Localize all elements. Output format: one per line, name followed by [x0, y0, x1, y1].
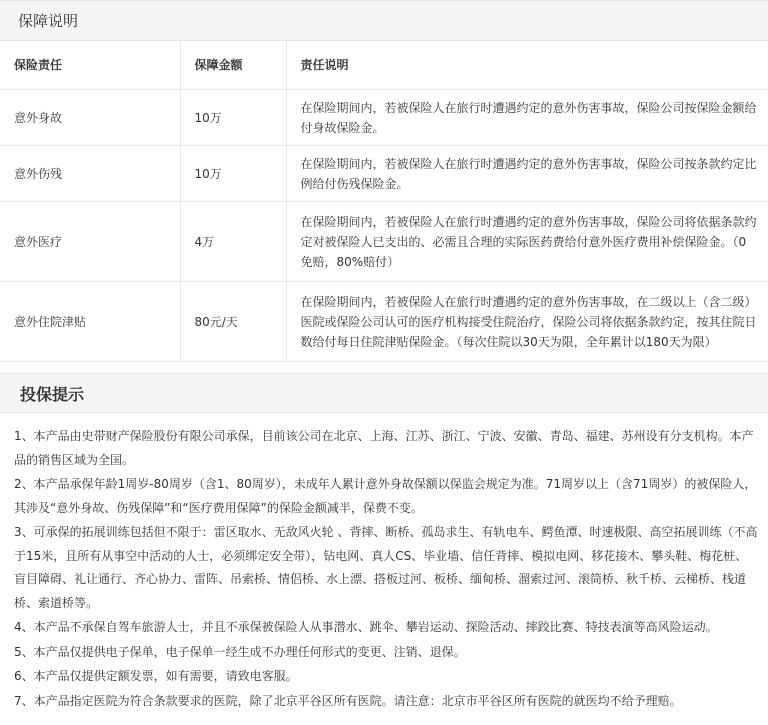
liability-name: 意外住院津贴: [0, 282, 180, 362]
tip-item: 6、本产品仅提供定额发票，如有需要，请致电客服。: [14, 669, 298, 683]
table-row: [0, 202, 768, 282]
liability-amount: 4万: [180, 202, 286, 282]
liability-description: 在保险期间内，若被保险人在旅行时遭遇约定的意外伤害事故，保险公司按条款约定比例给付伤残保险金。: [286, 146, 768, 202]
liability-name: 意外医疗: [0, 202, 180, 282]
header-amount: 保障金额: [180, 41, 286, 90]
liability-description: 在保险期间内，若被保险人在旅行时遭遇约定的意外伤害事故，在二级以上（含二级）医院或保险公司认可的医疗机构接受住院治疗，保险公司将依据条款约定，按其住院日数给付每日住院津贴保险金。（每次住院以30天为限，全年累计以180天为限）: [286, 282, 768, 362]
coverage-table: [0, 41, 768, 362]
tips-list: [0, 413, 768, 713]
tip-item: 7、本产品指定医院为符合条款要求的医院，除了北京平谷区所有医院。请注意：北京市平谷区所有医院的就医均不给予理赔。: [14, 693, 682, 708]
tip-item: 3、可承保的拓展训练包括但不限于：雷区取水、无敌风火轮 、背摔、断桥、孤岛求生、有轨电车、鳄鱼潭、时速极限、高空拓展训练（不高于15米，且所有从事空中活动的人士，必须绑定安全带），钻电网、真人CS、毕业墙、信任背摔、模拟电网、移花接木、攀头鞋、梅花桩、盲目障碍、礼让通行、齐心协力、雷阵、吊索桥、情侣桥、水上漂、搭板过河、板桥、缅甸桥、溜索过河、滚筒桥、秋千桥、云梯桥、栈道桥、索道桥等。: [14, 525, 758, 610]
liability-amount: 80元/天: [180, 282, 286, 362]
tip-item: 4、本产品不承保自驾车旅游人士，并且不承保被保险人从事潜水、跳伞、攀岩运动、探险活动、摔跤比赛、特技表演等高风险运动。: [14, 620, 718, 634]
table-row: [0, 90, 768, 146]
liability-amount: 10万: [180, 146, 286, 202]
tips-section-title: 投保提示: [0, 373, 768, 413]
tip-item: 1、本产品由史带财产保险股份有限公司承保，目前该公司在北京、上海、江苏、浙江、宁波、安徽、青岛、福建、苏州设有分支机构。本产品的销售区域为全国。: [14, 429, 754, 467]
liability-amount: 10万: [180, 90, 286, 146]
table-header-row: [0, 41, 768, 90]
coverage-section-title: 保障说明: [0, 0, 768, 41]
liability-description: 在保险期间内，若被保险人在旅行时遭遇约定的意外伤害事故，保险公司按保险金额给付身故保险金。: [286, 90, 768, 146]
liability-name: 意外伤残: [0, 146, 180, 202]
tip-item: 2、本产品承保年龄1周岁-80周岁（含1、80周岁），未成年人累计意外身故保额以保监会规定为准。71周岁以上（含71周岁）的被保险人，其涉及“意外身故、伤残保障”和“医疗费用保障”的保险金额减半，保费不变。: [14, 477, 757, 515]
header-description: 责任说明: [286, 41, 768, 90]
liability-name: 意外身故: [0, 90, 180, 146]
tip-item: 5、本产品仅提供电子保单，电子保单一经生成不办理任何形式的变更、注销、退保。: [14, 644, 466, 659]
liability-description: 在保险期间内，若被保险人在旅行时遭遇约定的意外伤害事故，保险公司将依据条款约定对被保险人已支出的、必需且合理的实际医药费给付意外医疗费用补偿保险金。（0免赔，80%赔付）: [286, 202, 768, 282]
header-liability: 保险责任: [0, 41, 180, 90]
table-row: [0, 146, 768, 202]
table-row: [0, 282, 768, 362]
